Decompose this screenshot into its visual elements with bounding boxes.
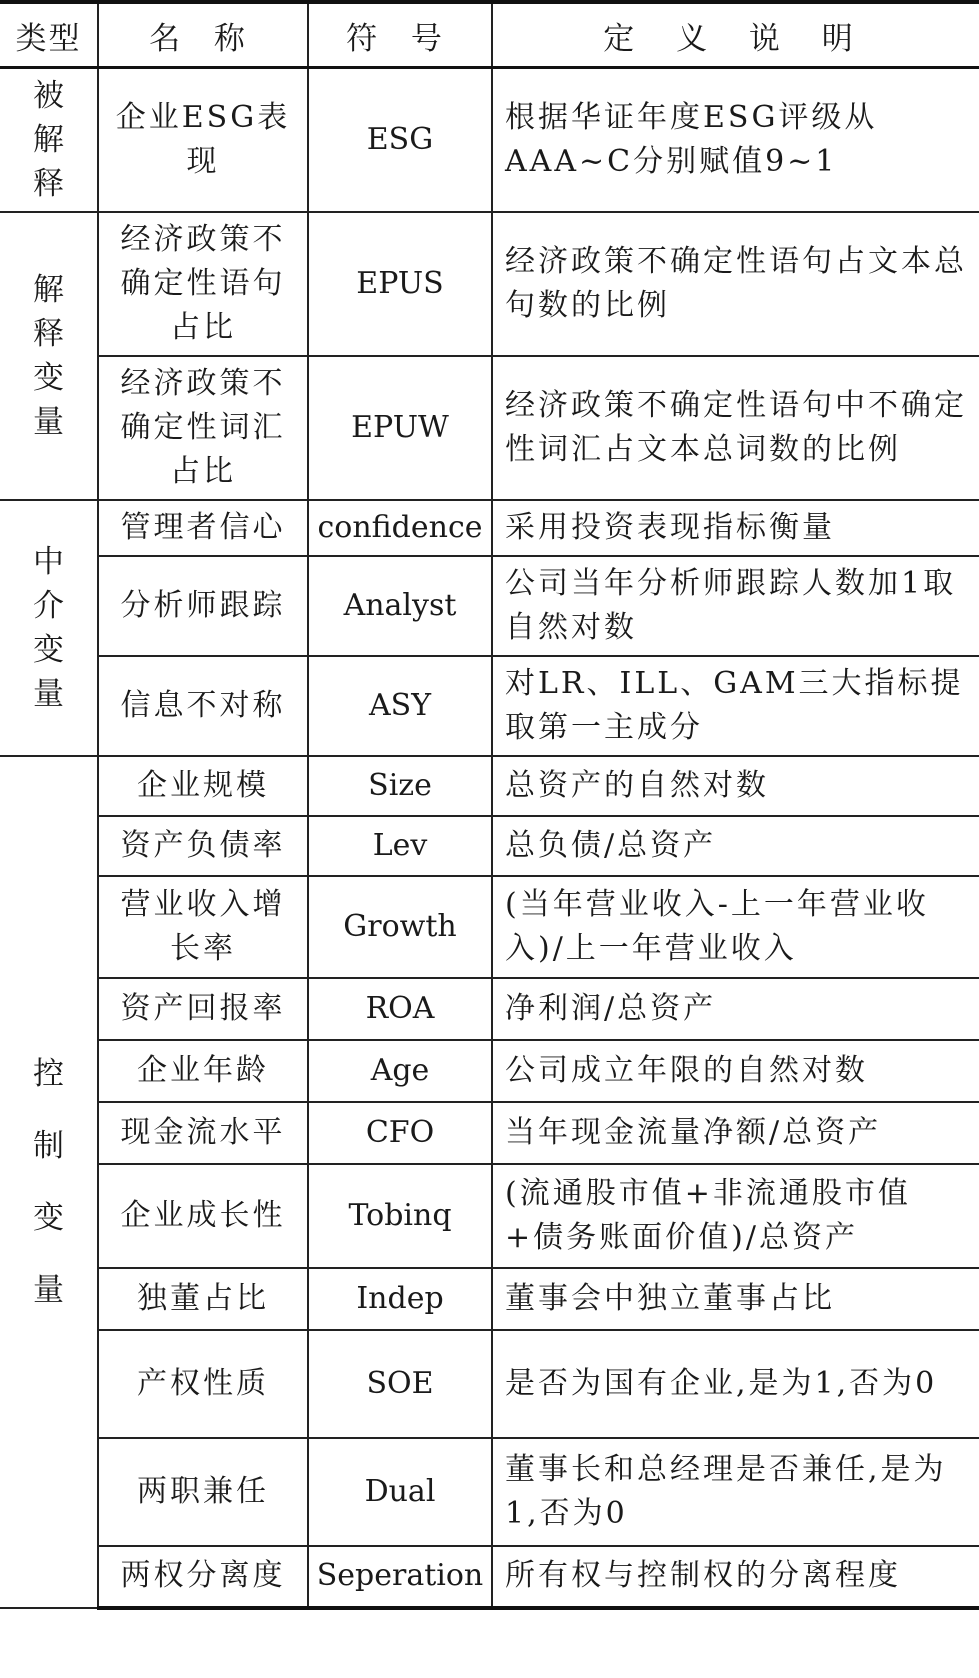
- variable-definition: 经济政策不确定性语句中不确定性词汇占文本总词数的比例: [492, 356, 979, 500]
- variable-name: 资产回报率: [98, 978, 308, 1040]
- variable-definition: 采用投资表现指标衡量: [492, 500, 979, 556]
- table-row: [0, 978, 979, 1040]
- variable-definition: 总资产的自然对数: [492, 756, 979, 816]
- table-row: [0, 1164, 979, 1268]
- variable-name: 企业规模: [98, 756, 308, 816]
- variable-symbol: EPUW: [308, 356, 492, 500]
- variable-definition: 总负债/总资产: [492, 816, 979, 876]
- variable-symbol: Growth: [308, 876, 492, 978]
- table-row: [0, 356, 979, 500]
- table-row: [0, 1102, 979, 1164]
- group-label-control: 控 制 变 量: [0, 756, 98, 1608]
- table-row: [0, 816, 979, 876]
- variable-name: 两权分离度: [98, 1546, 308, 1608]
- variable-symbol: Indep: [308, 1268, 492, 1330]
- variable-symbol: SOE: [308, 1330, 492, 1438]
- header-symbol: 符 号: [308, 2, 492, 68]
- variable-definition: (流通股市值+非流通股市值+债务账面价值)/总资产: [492, 1164, 979, 1268]
- header-row: [0, 2, 979, 68]
- variable-symbol: Tobinq: [308, 1164, 492, 1268]
- variable-name: 信息不对称: [98, 656, 308, 756]
- variable-definition: 所有权与控制权的分离程度: [492, 1546, 979, 1608]
- variable-symbol: Seperation: [308, 1546, 492, 1608]
- group-label-explanatory: 解 释 变 量: [0, 212, 98, 500]
- group-label-mediator: 中 介 变 量: [0, 500, 98, 756]
- variable-definition: 是否为国有企业,是为1,否为0: [492, 1330, 979, 1438]
- variable-symbol: confidence: [308, 500, 492, 556]
- header-type: 类型: [0, 2, 98, 68]
- variable-symbol: Dual: [308, 1438, 492, 1546]
- variable-definition: 董事会中独立董事占比: [492, 1268, 979, 1330]
- variable-definition: 对LR、ILL、GAM三大指标提取第一主成分: [492, 656, 979, 756]
- variable-symbol: ROA: [308, 978, 492, 1040]
- variable-name: 分析师跟踪: [98, 556, 308, 656]
- variable-symbol: Lev: [308, 816, 492, 876]
- variable-symbol: Analyst: [308, 556, 492, 656]
- variable-name: 企业年龄: [98, 1040, 308, 1102]
- table-row: [0, 876, 979, 978]
- table-row: [0, 756, 979, 816]
- table-row: [0, 68, 979, 212]
- variable-name: 资产负债率: [98, 816, 308, 876]
- variable-name: 经济政策不确定性词汇占比: [98, 356, 308, 500]
- variable-name: 现金流水平: [98, 1102, 308, 1164]
- variable-definition: (当年营业收入-上一年营业收入)/上一年营业收入: [492, 876, 979, 978]
- variable-symbol: ASY: [308, 656, 492, 756]
- variable-name: 营业收入增长率: [98, 876, 308, 978]
- variable-definition: 根据华证年度ESG评级从AAA~C分别赋值9~1: [492, 68, 979, 212]
- variable-name: 两职兼任: [98, 1438, 308, 1546]
- variable-name: 企业成长性: [98, 1164, 308, 1268]
- table-header: [0, 2, 979, 68]
- table-row: [0, 656, 979, 756]
- header-name: 名 称: [98, 2, 308, 68]
- variable-definition: 公司成立年限的自然对数: [492, 1040, 979, 1102]
- variable-definition: 净利润/总资产: [492, 978, 979, 1040]
- table-row: [0, 556, 979, 656]
- table-row: [0, 1040, 979, 1102]
- group-label-dependent: 被 解 释: [0, 68, 98, 212]
- table-row: [0, 1268, 979, 1330]
- variable-definition: 公司当年分析师跟踪人数加1取自然对数: [492, 556, 979, 656]
- variable-definition: 董事长和总经理是否兼任,是为1,否为0: [492, 1438, 979, 1546]
- variable-name: 管理者信心: [98, 500, 308, 556]
- variable-definition: 当年现金流量净额/总资产: [492, 1102, 979, 1164]
- table-row: [0, 500, 979, 556]
- header-definition: 定 义 说 明: [492, 2, 979, 68]
- variable-symbol: Age: [308, 1040, 492, 1102]
- variable-symbol: Size: [308, 756, 492, 816]
- table-body: [0, 68, 979, 1608]
- variable-symbol: CFO: [308, 1102, 492, 1164]
- table-row: [0, 1438, 979, 1546]
- variable-symbol: ESG: [308, 68, 492, 212]
- variable-name: 独董占比: [98, 1268, 308, 1330]
- variable-symbol: EPUS: [308, 212, 492, 356]
- table-row: [0, 1330, 979, 1438]
- variable-name: 经济政策不确定性语句占比: [98, 212, 308, 356]
- table-row: [0, 1546, 979, 1608]
- variable-definition: 经济政策不确定性语句占文本总句数的比例: [492, 212, 979, 356]
- variable-name: 企业ESG表现: [98, 68, 308, 212]
- variable-name: 产权性质: [98, 1330, 308, 1438]
- table-row: [0, 212, 979, 356]
